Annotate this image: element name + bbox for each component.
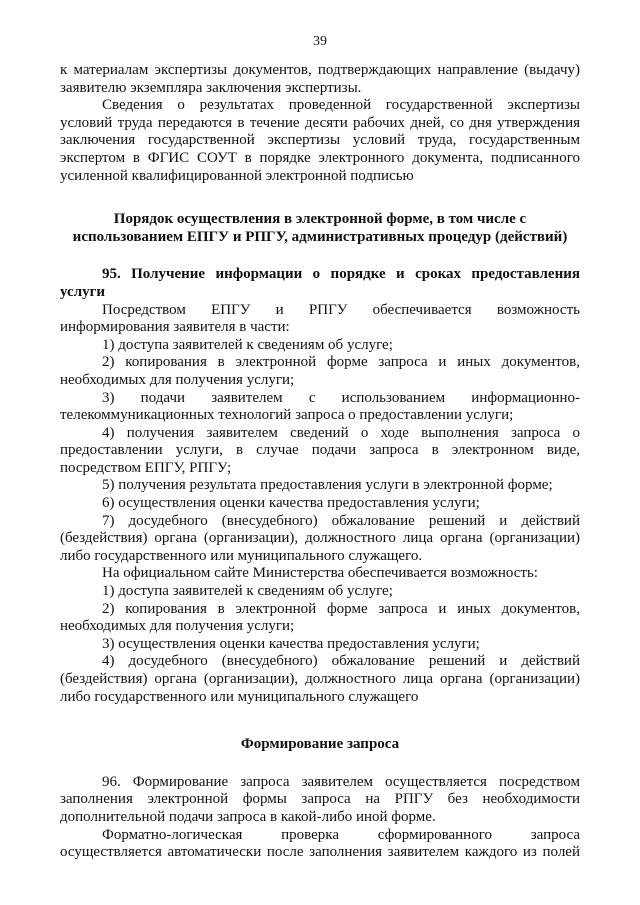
- list-item: 7) досудебного (внесудебного) обжалование решений и действий (бездействия) органа (организации), должностного лица органа (организации) либо государственного или муниципального служащего.: [60, 512, 580, 564]
- list-item: 4) получения заявителем сведений о ходе выполнения запроса о предоставлении услуги, в случае подачи запроса в электронном виде, посредством ЕПГУ, РПГУ;: [60, 424, 580, 476]
- list-item: 6) осуществления оценки качества предоставления услуги;: [102, 495, 480, 512]
- page-number: 39: [313, 34, 327, 49]
- paragraph-expertise-results: Сведения о результатах проведенной государственной экспертизы условий труда передаются в течение десяти рабочих дней, со дня утверждения заключения государственной экспертизы условий труда, государственным экспертом в ФГИС СОУТ в порядке электронного документа, подписанного усиленной квалифицированной электронной подписью: [60, 97, 580, 184]
- list-item: 1) доступа заявителей к сведениям об услуге;: [102, 336, 393, 353]
- paragraph-continuation: к материалам экспертизы документов, подтверждающих направление (выдачу) заявителю экземпляра заключения экспертизы.: [60, 62, 580, 96]
- list-item: 5) получения результата предоставления услуги в электронной форме;: [102, 477, 553, 494]
- list-item: 4) досудебного (внесудебного) обжалование решений и действий (бездействия) органа (организации), должностного лица органа (организации) либо государственного или муниципального служащего: [60, 653, 580, 705]
- list-item: 3) осуществления оценки качества предоставления услуги;: [102, 635, 480, 652]
- list-item: 2) копирования в электронной форме запроса и иных документов, необходимых для получения услуги;: [60, 600, 580, 635]
- section-heading-request-forming: Формирование запроса: [240, 736, 400, 753]
- section-96-paragraph-2: Форматно-логическая проверка сформированного запроса осуществляется автоматически после заполнения заявителем каждого из полей: [60, 826, 580, 861]
- document-body: [60, 62, 580, 862]
- section-95-title: 95. Получение информации о порядке и сроках предоставления услуги: [60, 266, 580, 300]
- list-item: 3) подачи заявителем с использованием информационно-телекоммуникационных технологий запроса о предоставлении услуги;: [60, 389, 580, 424]
- section-95-intro: Посредством ЕПГУ и РПГУ обеспечивается возможность информирования заявителя в части:: [60, 301, 580, 336]
- section-96-paragraph-1: 96. Формирование запроса заявителем осуществляется посредством заполнения электронной формы запроса на РПГУ без необходимости дополнительной подачи запроса в какой-либо иной форме.: [60, 773, 580, 825]
- ministry-intro: На официальном сайте Министерства обеспечивается возможность:: [102, 565, 538, 582]
- list-item: 2) копирования в электронной форме запроса и иных документов, необходимых для получения услуги;: [60, 354, 580, 388]
- list-item: 1) доступа заявителей к сведениям об услуге;: [102, 583, 393, 600]
- section-heading-electronic-procedures: Порядок осуществления в электронной форме, в том числе с использованием ЕПГУ и РПГУ, административных процедур (действий): [72, 211, 568, 245]
